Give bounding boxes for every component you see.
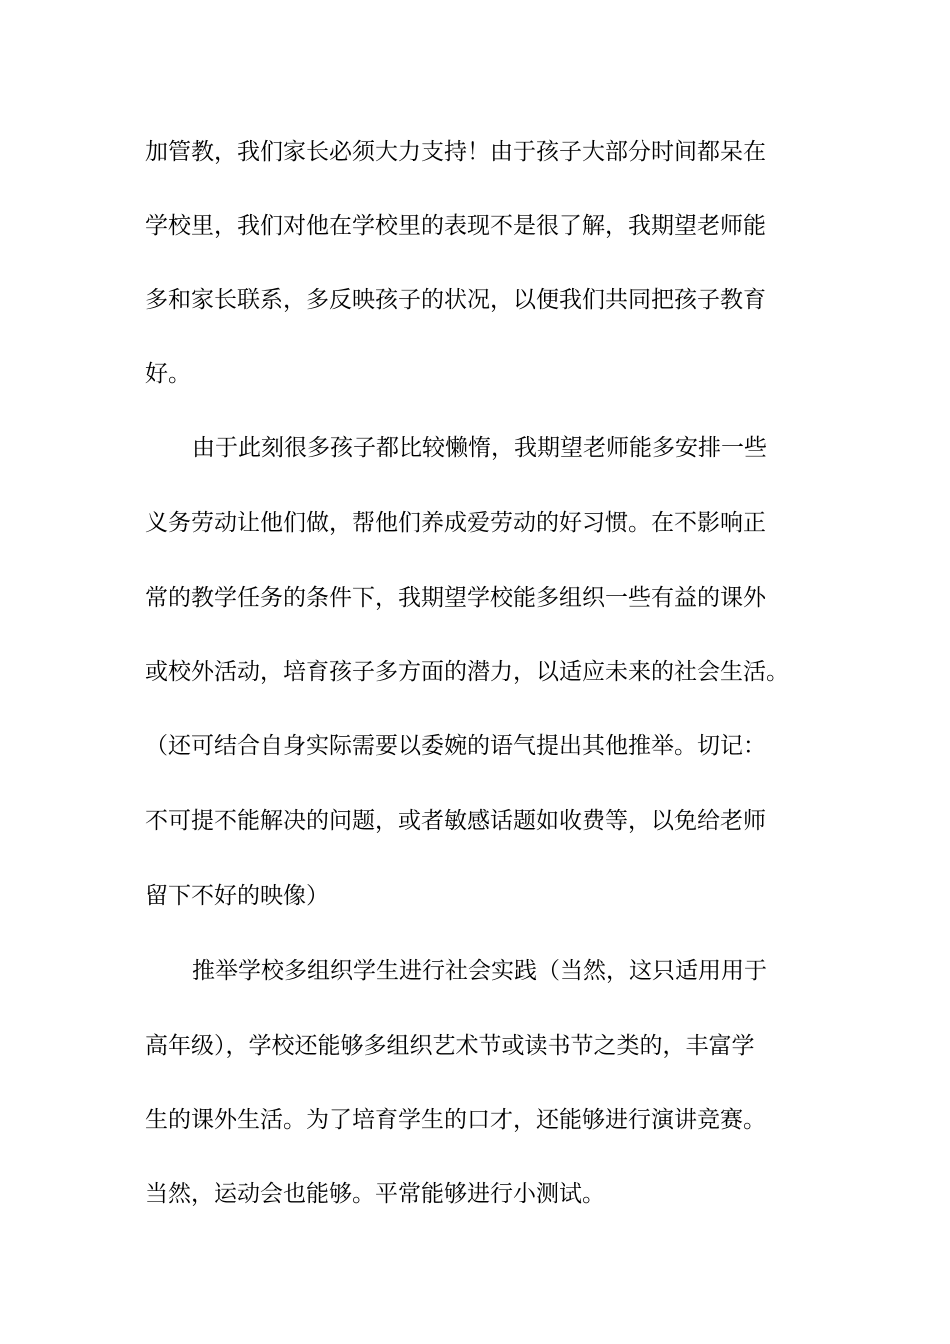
text-line: 生的课外生活。为了培育学生的口才，还能够进行演讲竞赛。	[145, 1107, 766, 1133]
text-line: 多和家长联系，多反映孩子的状况，以便我们共同把孩子教育	[145, 287, 766, 313]
text-line: 留下不好的映像）	[145, 883, 329, 909]
text-line: 由于此刻很多孩子都比较懒惰，我期望老师能多安排一些	[192, 435, 767, 461]
text-line: 高年级），学校还能够多组织艺术节或读书节之类的，丰富学	[145, 1033, 755, 1059]
text-line: 学校里，我们对他在学校里的表现不是很了解，我期望老师能	[145, 213, 766, 239]
text-line: 常的教学任务的条件下，我期望学校能多组织一些有益的课外	[145, 585, 766, 611]
text-line: 或校外活动，培育孩子多方面的潜力，以适应未来的社会生活。	[145, 659, 789, 685]
text-line: 加管教，我们家长必须大力支持！由于孩子大部分时间都呆在	[145, 139, 766, 165]
text-line: 义务劳动让他们做，帮他们养成爱劳动的好习惯。在不影响正	[145, 510, 766, 536]
text-line: 好。	[145, 361, 191, 387]
text-line: （还可结合自身实际需要以委婉的语气提出其他推举。切记：	[145, 733, 766, 759]
text-line: 不可提不能解决的问题，或者敏感话题如收费等，以免给老师	[145, 808, 766, 834]
text-line: 推举学校多组织学生进行社会实践（当然，这只适用用于	[192, 958, 767, 984]
text-line: 当然，运动会也能够。平常能够进行小测试。	[145, 1181, 605, 1207]
